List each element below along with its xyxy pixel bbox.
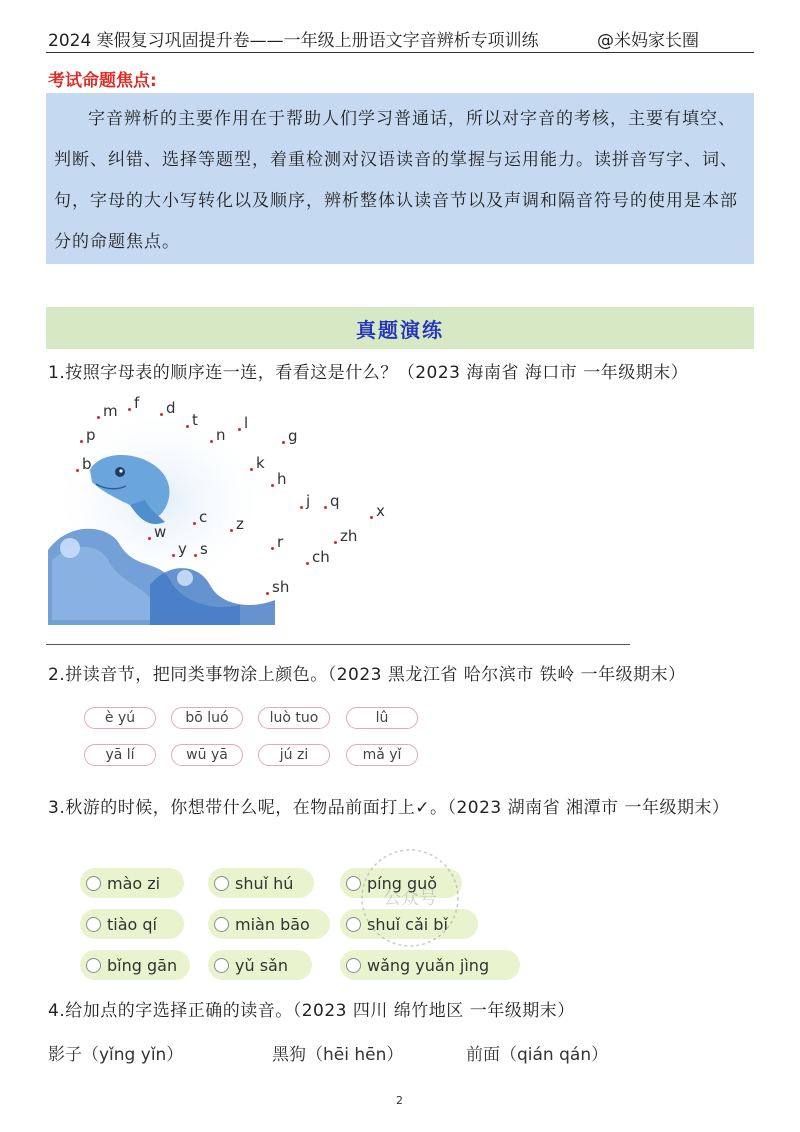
checkbox-option[interactable]: shuǐ hú bbox=[208, 868, 314, 898]
question-2: 2.拼读音节，把同类事物涂上颜色。（2023 黑龙江省 哈尔滨市 铁岭 一年级期末） bbox=[48, 665, 686, 685]
focus-heading: 考试命题焦点: bbox=[48, 71, 157, 91]
connect-dot[interactable] bbox=[148, 537, 151, 540]
syllable-pill[interactable]: luò tuo bbox=[258, 707, 330, 729]
alphabet-letter[interactable]: sh bbox=[272, 578, 290, 596]
connect-dot[interactable] bbox=[250, 468, 253, 471]
page-number: 2 bbox=[396, 1094, 403, 1107]
question-3: 3.秋游的时候，你想带什么呢，在物品前面打上✓。（2023 湖南省 湘潭市 一年级期末） bbox=[48, 798, 730, 818]
alphabet-letter[interactable]: j bbox=[306, 492, 311, 510]
connect-dot[interactable] bbox=[128, 408, 131, 411]
checkbox-option[interactable]: shuǐ cǎi bǐ bbox=[340, 909, 478, 939]
connect-dot[interactable] bbox=[172, 554, 175, 557]
syllable-pill[interactable]: è yú bbox=[84, 707, 156, 729]
checkbox-circle-icon[interactable] bbox=[86, 876, 101, 891]
connect-dot[interactable] bbox=[230, 529, 233, 532]
connect-dot[interactable] bbox=[300, 506, 303, 509]
connect-dot[interactable] bbox=[80, 440, 83, 443]
alphabet-letter[interactable]: x bbox=[376, 502, 385, 520]
alphabet-letter[interactable]: y bbox=[178, 540, 187, 558]
checkbox-option[interactable]: yǔ sǎn bbox=[208, 950, 312, 980]
connect-dot[interactable] bbox=[76, 469, 79, 472]
syllable-pill[interactable]: lû bbox=[346, 707, 418, 729]
syllable-pill[interactable]: mǎ yǐ bbox=[346, 744, 418, 766]
alphabet-letter[interactable]: q bbox=[330, 492, 340, 510]
alphabet-letter[interactable]: ch bbox=[312, 548, 330, 566]
pronunciation-item[interactable]: 黑狗（hēi hēn） bbox=[272, 1045, 404, 1065]
section-banner bbox=[46, 307, 754, 349]
alphabet-letter[interactable]: g bbox=[288, 427, 298, 445]
pronunciation-item[interactable]: 前面（qián qán） bbox=[466, 1045, 609, 1065]
syllable-pill[interactable]: jú zi bbox=[258, 744, 330, 766]
section-title: 真题演练 bbox=[356, 317, 444, 342]
connect-dot[interactable] bbox=[282, 441, 285, 444]
author-handle: @米妈家长圈 bbox=[597, 31, 699, 51]
alphabet-letter[interactable]: zh bbox=[340, 527, 358, 545]
header-divider bbox=[46, 52, 754, 53]
connect-dot[interactable] bbox=[186, 425, 189, 428]
pronunciation-item[interactable]: 影子（yǐng yǐn） bbox=[48, 1045, 184, 1065]
connect-dot[interactable] bbox=[266, 592, 269, 595]
alphabet-letter[interactable]: b bbox=[82, 455, 92, 473]
connect-dot[interactable] bbox=[370, 516, 373, 519]
question-divider bbox=[46, 644, 630, 645]
syllable-pill[interactable]: bō luó bbox=[171, 707, 243, 729]
alphabet-letter[interactable]: f bbox=[134, 394, 140, 412]
question-4: 4.给加点的字选择正确的读音。（2023 四川 绵竹地区 一年级期末） bbox=[48, 1001, 575, 1021]
checkbox-circle-icon[interactable] bbox=[346, 958, 361, 973]
alphabet-letter[interactable]: n bbox=[216, 426, 226, 444]
syllable-pill[interactable]: wū yā bbox=[171, 744, 243, 766]
checkbox-circle-icon[interactable] bbox=[346, 917, 361, 932]
checkbox-circle-icon[interactable] bbox=[214, 958, 229, 973]
alphabet-letter[interactable]: w bbox=[154, 523, 167, 541]
checkbox-option[interactable]: bǐng gān bbox=[80, 950, 190, 980]
alphabet-letter[interactable]: d bbox=[166, 399, 176, 417]
alphabet-letter[interactable]: k bbox=[256, 454, 265, 472]
document-title: 2024 寒假复习巩固提升卷——一年级上册语文字音辨析专项训练 bbox=[48, 31, 539, 51]
watermark-stamp bbox=[330, 838, 490, 958]
connect-dot[interactable] bbox=[97, 416, 100, 419]
alphabet-letter[interactable]: c bbox=[199, 508, 208, 526]
connect-dot[interactable] bbox=[238, 428, 241, 431]
alphabet-letter[interactable]: r bbox=[277, 533, 284, 551]
checkbox-circle-icon[interactable] bbox=[214, 876, 229, 891]
dolphin-illustration bbox=[0, 380, 420, 630]
connect-dot[interactable] bbox=[193, 522, 196, 525]
svg-text:公众号: 公众号 bbox=[383, 888, 437, 909]
connect-dot[interactable] bbox=[160, 413, 163, 416]
question-1: 1.按照字母表的顺序连一连，看看这是什么？（2023 海南省 海口市 一年级期末） bbox=[48, 363, 689, 383]
checkbox-circle-icon[interactable] bbox=[214, 917, 229, 932]
alphabet-letter[interactable]: m bbox=[103, 402, 118, 420]
connect-dot[interactable] bbox=[271, 547, 274, 550]
alphabet-letter[interactable]: s bbox=[200, 540, 208, 558]
checkbox-option[interactable]: wǎng yuǎn jìng bbox=[340, 950, 520, 980]
alphabet-letter[interactable]: z bbox=[236, 515, 244, 533]
alphabet-letter[interactable]: p bbox=[86, 426, 96, 444]
connect-dot[interactable] bbox=[306, 562, 309, 565]
checkbox-circle-icon[interactable] bbox=[86, 917, 101, 932]
checkbox-circle-icon[interactable] bbox=[86, 958, 101, 973]
checkbox-option[interactable]: tiào qí bbox=[80, 909, 184, 939]
connect-dot[interactable] bbox=[334, 541, 337, 544]
connect-dot[interactable] bbox=[271, 484, 274, 487]
checkbox-option[interactable]: píng guǒ bbox=[340, 868, 462, 898]
connect-dot[interactable] bbox=[324, 506, 327, 509]
connect-dot[interactable] bbox=[210, 440, 213, 443]
checkbox-option[interactable]: mào zi bbox=[80, 868, 184, 898]
alphabet-letter[interactable]: t bbox=[192, 411, 198, 429]
alphabet-letter[interactable]: h bbox=[277, 470, 287, 488]
connect-dot[interactable] bbox=[194, 554, 197, 557]
checkbox-circle-icon[interactable] bbox=[346, 876, 361, 891]
checkbox-option[interactable]: miàn bāo bbox=[208, 909, 330, 939]
focus-paragraph: 字音辨析的主要作用在于帮助人们学习普通话，所以对字音的考核，主要有填空、判断、纠错、选择等题型，着重检测对汉语读音的掌握与运用能力。读拼音写字、词、句，字母的大小写转化以及顺序，辨析整体认读音节以及声调和隔音符号的使用是本部分的命题焦点。 bbox=[46, 93, 754, 264]
syllable-pill[interactable]: yā lí bbox=[84, 744, 156, 766]
alphabet-letter[interactable]: l bbox=[244, 414, 249, 432]
